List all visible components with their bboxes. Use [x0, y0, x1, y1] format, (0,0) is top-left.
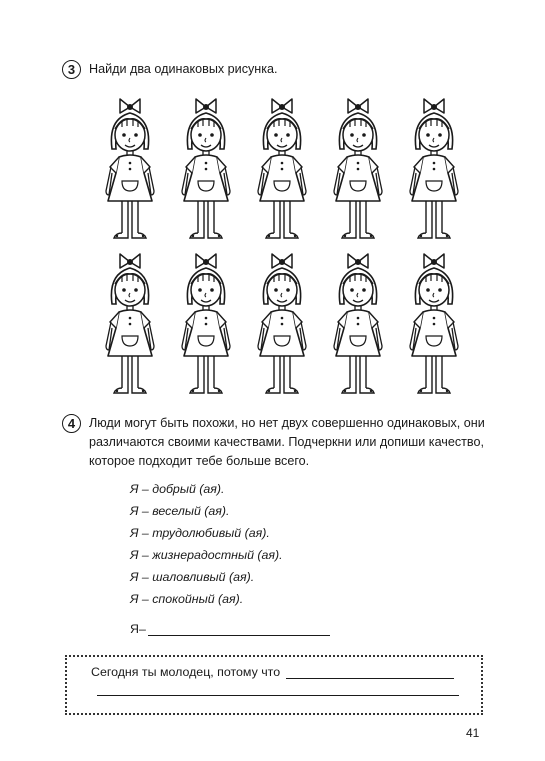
- girl-picture-6[interactable]: [92, 248, 168, 403]
- girl-picture-3[interactable]: [244, 93, 320, 248]
- quality-option[interactable]: Я – трудолюбивый (ая).: [130, 526, 270, 540]
- girl-picture-7[interactable]: [168, 248, 244, 403]
- reflection-blank-1[interactable]: [286, 666, 454, 679]
- task-3-header: [62, 60, 278, 79]
- girl-picture-9[interactable]: [320, 248, 396, 403]
- girl-picture-4[interactable]: [320, 93, 396, 248]
- task-number-badge: 4: [62, 414, 81, 433]
- task-4-header: [62, 414, 485, 471]
- task-number-badge: 3: [62, 60, 81, 79]
- reflection-prompt: Сегодня ты молодец, потому что: [91, 665, 281, 679]
- quality-option[interactable]: Я – веселый (ая).: [130, 504, 230, 518]
- reflection-blank-2[interactable]: [97, 695, 459, 696]
- girl-picture-10[interactable]: [396, 248, 472, 403]
- quality-option[interactable]: Я – шаловливый (ая).: [130, 570, 255, 584]
- quality-option[interactable]: Я – спокойный (ая).: [130, 592, 244, 606]
- girl-pictures-grid: [92, 93, 472, 403]
- task-3-instruction: Найди два одинаковых рисунка.: [89, 62, 278, 76]
- girl-picture-1[interactable]: [92, 93, 168, 248]
- write-in-label: Я–: [130, 622, 146, 636]
- reflection-line: [91, 665, 454, 679]
- instruction-line: Люди могут быть похожи, но нет двух совершенно одинаковых, они: [89, 416, 485, 430]
- write-in-option: [130, 614, 330, 636]
- quality-option[interactable]: Я – жизнерадостный (ая).: [130, 548, 283, 562]
- girl-picture-8[interactable]: [244, 248, 320, 403]
- reflection-box: [65, 655, 483, 715]
- instruction-line: которое подходит тебе больше всего.: [89, 454, 310, 468]
- page-number: 41: [466, 726, 480, 740]
- girl-picture-2[interactable]: [168, 93, 244, 248]
- girl-picture-5[interactable]: [396, 93, 472, 248]
- task-4-instruction: [89, 414, 485, 471]
- quality-options-list: [130, 478, 330, 636]
- instruction-line: различаются своими качествами. Подчеркни или допиши качество,: [89, 435, 484, 449]
- write-in-blank[interactable]: [148, 621, 330, 636]
- quality-option[interactable]: Я – добрый (ая).: [130, 482, 225, 496]
